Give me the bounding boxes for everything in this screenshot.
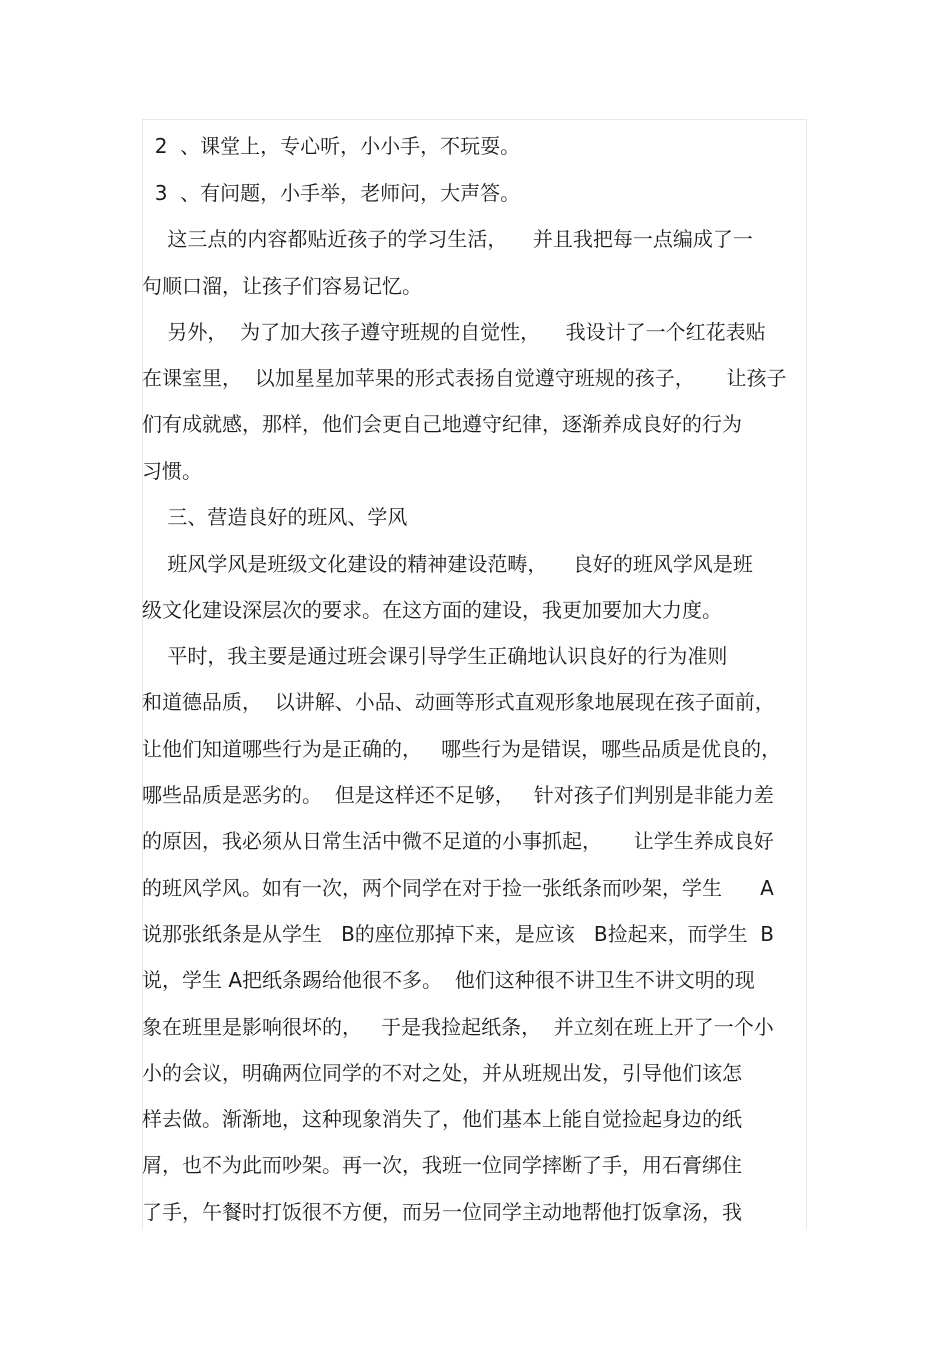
section-heading: 三、营造良好的班风、学风 xyxy=(142,505,408,529)
text-line: 们有成就感，那样，他们会更自己地遵守纪律，逐渐养成良好的行为 xyxy=(142,412,742,436)
text-line: 说那张纸条是从学生 B的座位那掉下来，是应该 B捡起来，而学生 B xyxy=(142,922,775,946)
text-line: 哪些品质是恶劣的。 但是这样还不足够， 针对孩子们判别是非能力差 xyxy=(142,783,774,807)
text-line: 的原因，我必须从日常生活中微不足道的小事抓起， 让学生养成良好 xyxy=(142,829,774,853)
text-line: 小的会议，明确两位同学的不对之处，并从班规出发，引导他们该怎 xyxy=(142,1061,742,1085)
text-line: 级文化建设深层次的要求。在这方面的建设，我更加要加大力度。 xyxy=(142,598,722,622)
text-line: 这三点的内容都贴近孩子的学习生活， 并且我把每一点编成了一 xyxy=(142,227,753,251)
text-line: 平时，我主要是通过班会课引导学生正确地认识良好的行为准则 xyxy=(142,644,728,668)
text-line: 2 、课堂上，专心听，小小手，不玩耍。 xyxy=(142,134,521,158)
text-line: 让他们知道哪些行为是正确的， 哪些行为是错误，哪些品质是优良的， xyxy=(142,737,782,761)
text-line: 象在班里是影响很坏的， 于是我捡起纸条， 并立刻在班上开了一个小 xyxy=(142,1015,774,1039)
text-line: 另外， 为了加大孩子遵守班规的自觉性， 我设计了一个红花表贴 xyxy=(142,320,766,344)
text-line: 样去做。渐渐地，这种现象消失了，他们基本上能自觉捡起身边的纸 xyxy=(142,1107,742,1131)
text-line: 班风学风是班级文化建设的精神建设范畴， 良好的班风学风是班 xyxy=(142,552,753,576)
text-line: 说，学生 A把纸条踢给他很不多。 他们这种很不讲卫生不讲文明的现 xyxy=(142,968,755,992)
text-line: 屑，也不为此而吵架。再一次，我班一位同学摔断了手，用石膏绑住 xyxy=(142,1153,742,1177)
text-line: 3 、有问题，小手举，老师问，大声答。 xyxy=(142,181,521,205)
text-line: 的班风学风。如有一次，两个同学在对于捡一张纸条而吵架，学生 A xyxy=(142,876,774,900)
text-line: 句顺口溜，让孩子们容易记忆。 xyxy=(142,274,422,298)
text-line: 在课室里， 以加星星加苹果的形式表扬自觉遵守班规的孩子， 让孩子 xyxy=(142,366,787,390)
text-line: 习惯。 xyxy=(142,459,202,483)
text-line: 和道德品质， 以讲解、小品、动画等形式直观形象地展现在孩子面前， xyxy=(142,690,775,714)
text-line: 了手，午餐时打饭很不方便，而另一位同学主动地帮他打饭拿汤，我 xyxy=(142,1200,742,1224)
